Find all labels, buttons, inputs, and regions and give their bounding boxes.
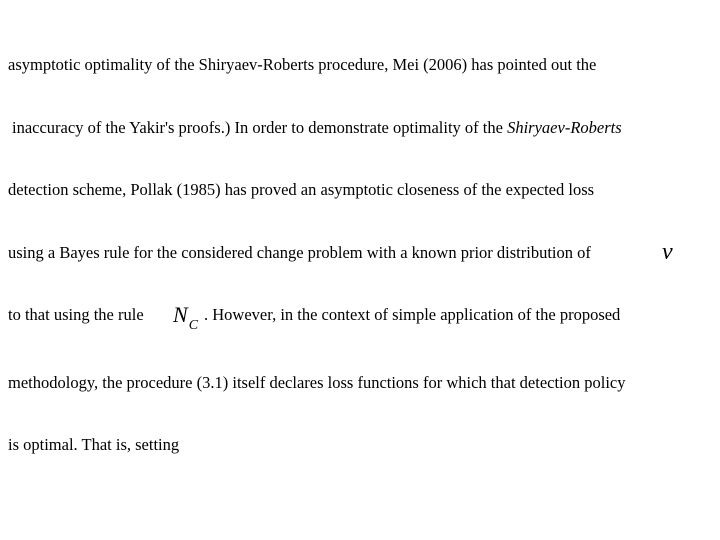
text-line-2 [12,118,622,138]
text-line-5: to that using the rule [8,305,144,324]
math-nc-main: N [173,302,188,327]
text-line-1: asymptotic optimality of the Shiryaev-Roberts procedure, Mei (2006) has pointed out the [8,55,597,74]
text-line-6: methodology, the procedure (3.1) itself declares loss functions for which that detection policy [8,373,626,392]
text-line-3: detection scheme, Pollak (1985) has proved an asymptotic closeness of the expected loss [8,180,595,199]
math-symbol-nc [173,301,197,333]
text-line-4: using a Bayes rule for the considered change problem with a known prior distribution of [8,243,591,262]
text-line-2-part: inaccuracy of the Yakir's proofs.) In order to demonstrate optimality of the [12,118,508,137]
italic-term: Shiryaev-Roberts [507,118,622,137]
math-nc-subscript: C [188,318,199,333]
math-symbol-nu: ν [662,239,673,265]
text-line-7: is optimal. That is, setting [8,435,180,454]
text-line-5-continuation: . However, in the context of simple application of the proposed [204,305,621,324]
